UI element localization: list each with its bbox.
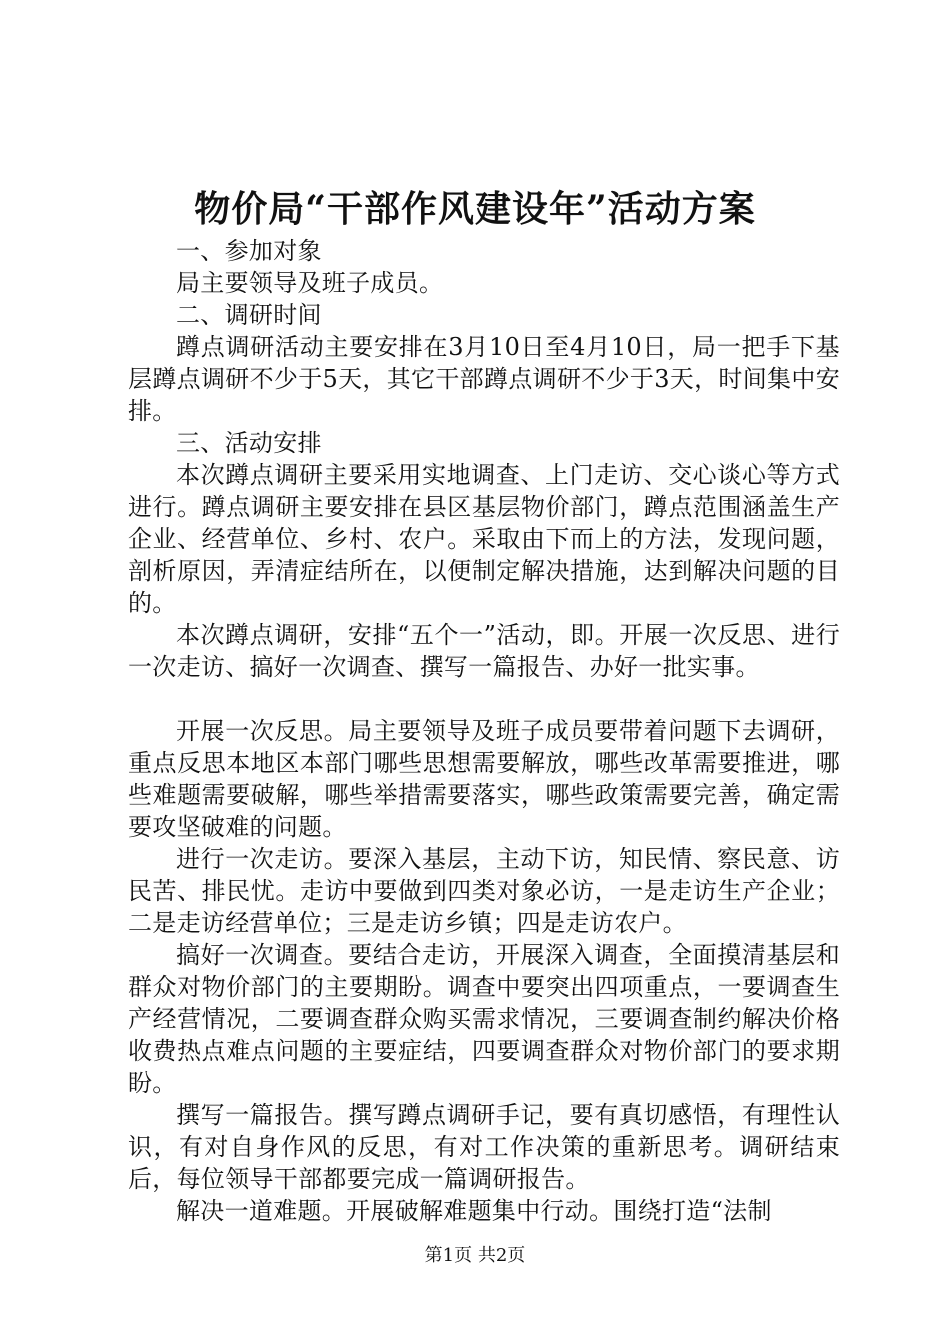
- paragraph-reflection: 开展一次反思。局主要领导及班子成员要带着问题下去调研，重点反思本地区本部门哪些思想需要解放，哪些改革需要推进，哪些难题需要破解，哪些举措需要落实，哪些政策需要完善，确定需要攻坚破难的问题。: [128, 717, 840, 841]
- section-heading-participants: 一、参加对象: [176, 237, 322, 265]
- paragraph-participants: 局主要领导及班子成员。: [176, 269, 444, 297]
- paragraph-report: 撰写一篇报告。撰写蹲点调研手记，要有真切感悟，有理性认识，有对自身作风的反思，有对工作决策的重新思考。调研结束后，每位领导干部都要完成一篇调研报告。: [128, 1101, 840, 1193]
- paragraph-visit: 进行一次走访。要深入基层，主动下访，知民情、察民意、访民苦、排民忧。走访中要做到四类对象必访，一是走访生产企业；二是走访经营单位；三是走访乡镇；四是走访农户。: [128, 845, 840, 937]
- paragraph-arrangement: 本次蹲点调研主要采用实地调查、上门走访、交心谈心等方式进行。蹲点调研主要安排在县区基层物价部门，蹲点范围涵盖生产企业、经营单位、乡村、农户。采取由下而上的方法，发现问题，剖析原因，弄清症结所在，以便制定解决措施，达到解决问题的目的。: [128, 461, 840, 617]
- paragraph-survey: 搞好一次调查。要结合走访，开展深入调查，全面摸清基层和群众对物价部门的主要期盼。调查中要突出四项重点，一要调查生产经营情况，二要调查群众购买需求情况，三要调查制约解决价格收费热点难点问题的主要症结，四要调查群众对物价部门的要求期盼。: [128, 941, 840, 1097]
- paragraph-problem-solving: 解决一道难题。开展破解难题集中行动。围绕打造“法制: [176, 1197, 772, 1225]
- page-number-footer: 第1页 共2页: [424, 1245, 526, 1266]
- section-heading-arrangement: 三、活动安排: [176, 429, 322, 457]
- section-heading-schedule: 二、调研时间: [176, 301, 322, 329]
- paragraph-schedule: 蹲点调研活动主要安排在3月10日至4月10日，局一把手下基层蹲点调研不少于5天，其它干部蹲点调研不少于3天，时间集中安排。: [128, 333, 840, 425]
- document-body: [128, 235, 840, 1227]
- paragraph-five-ones: 本次蹲点调研，安排“五个一”活动，即。开展一次反思、进行一次走访、搞好一次调查、撰写一篇报告、办好一批实事。: [128, 621, 840, 681]
- document-title: 物价局“干部作风建设年”活动方案: [194, 188, 756, 230]
